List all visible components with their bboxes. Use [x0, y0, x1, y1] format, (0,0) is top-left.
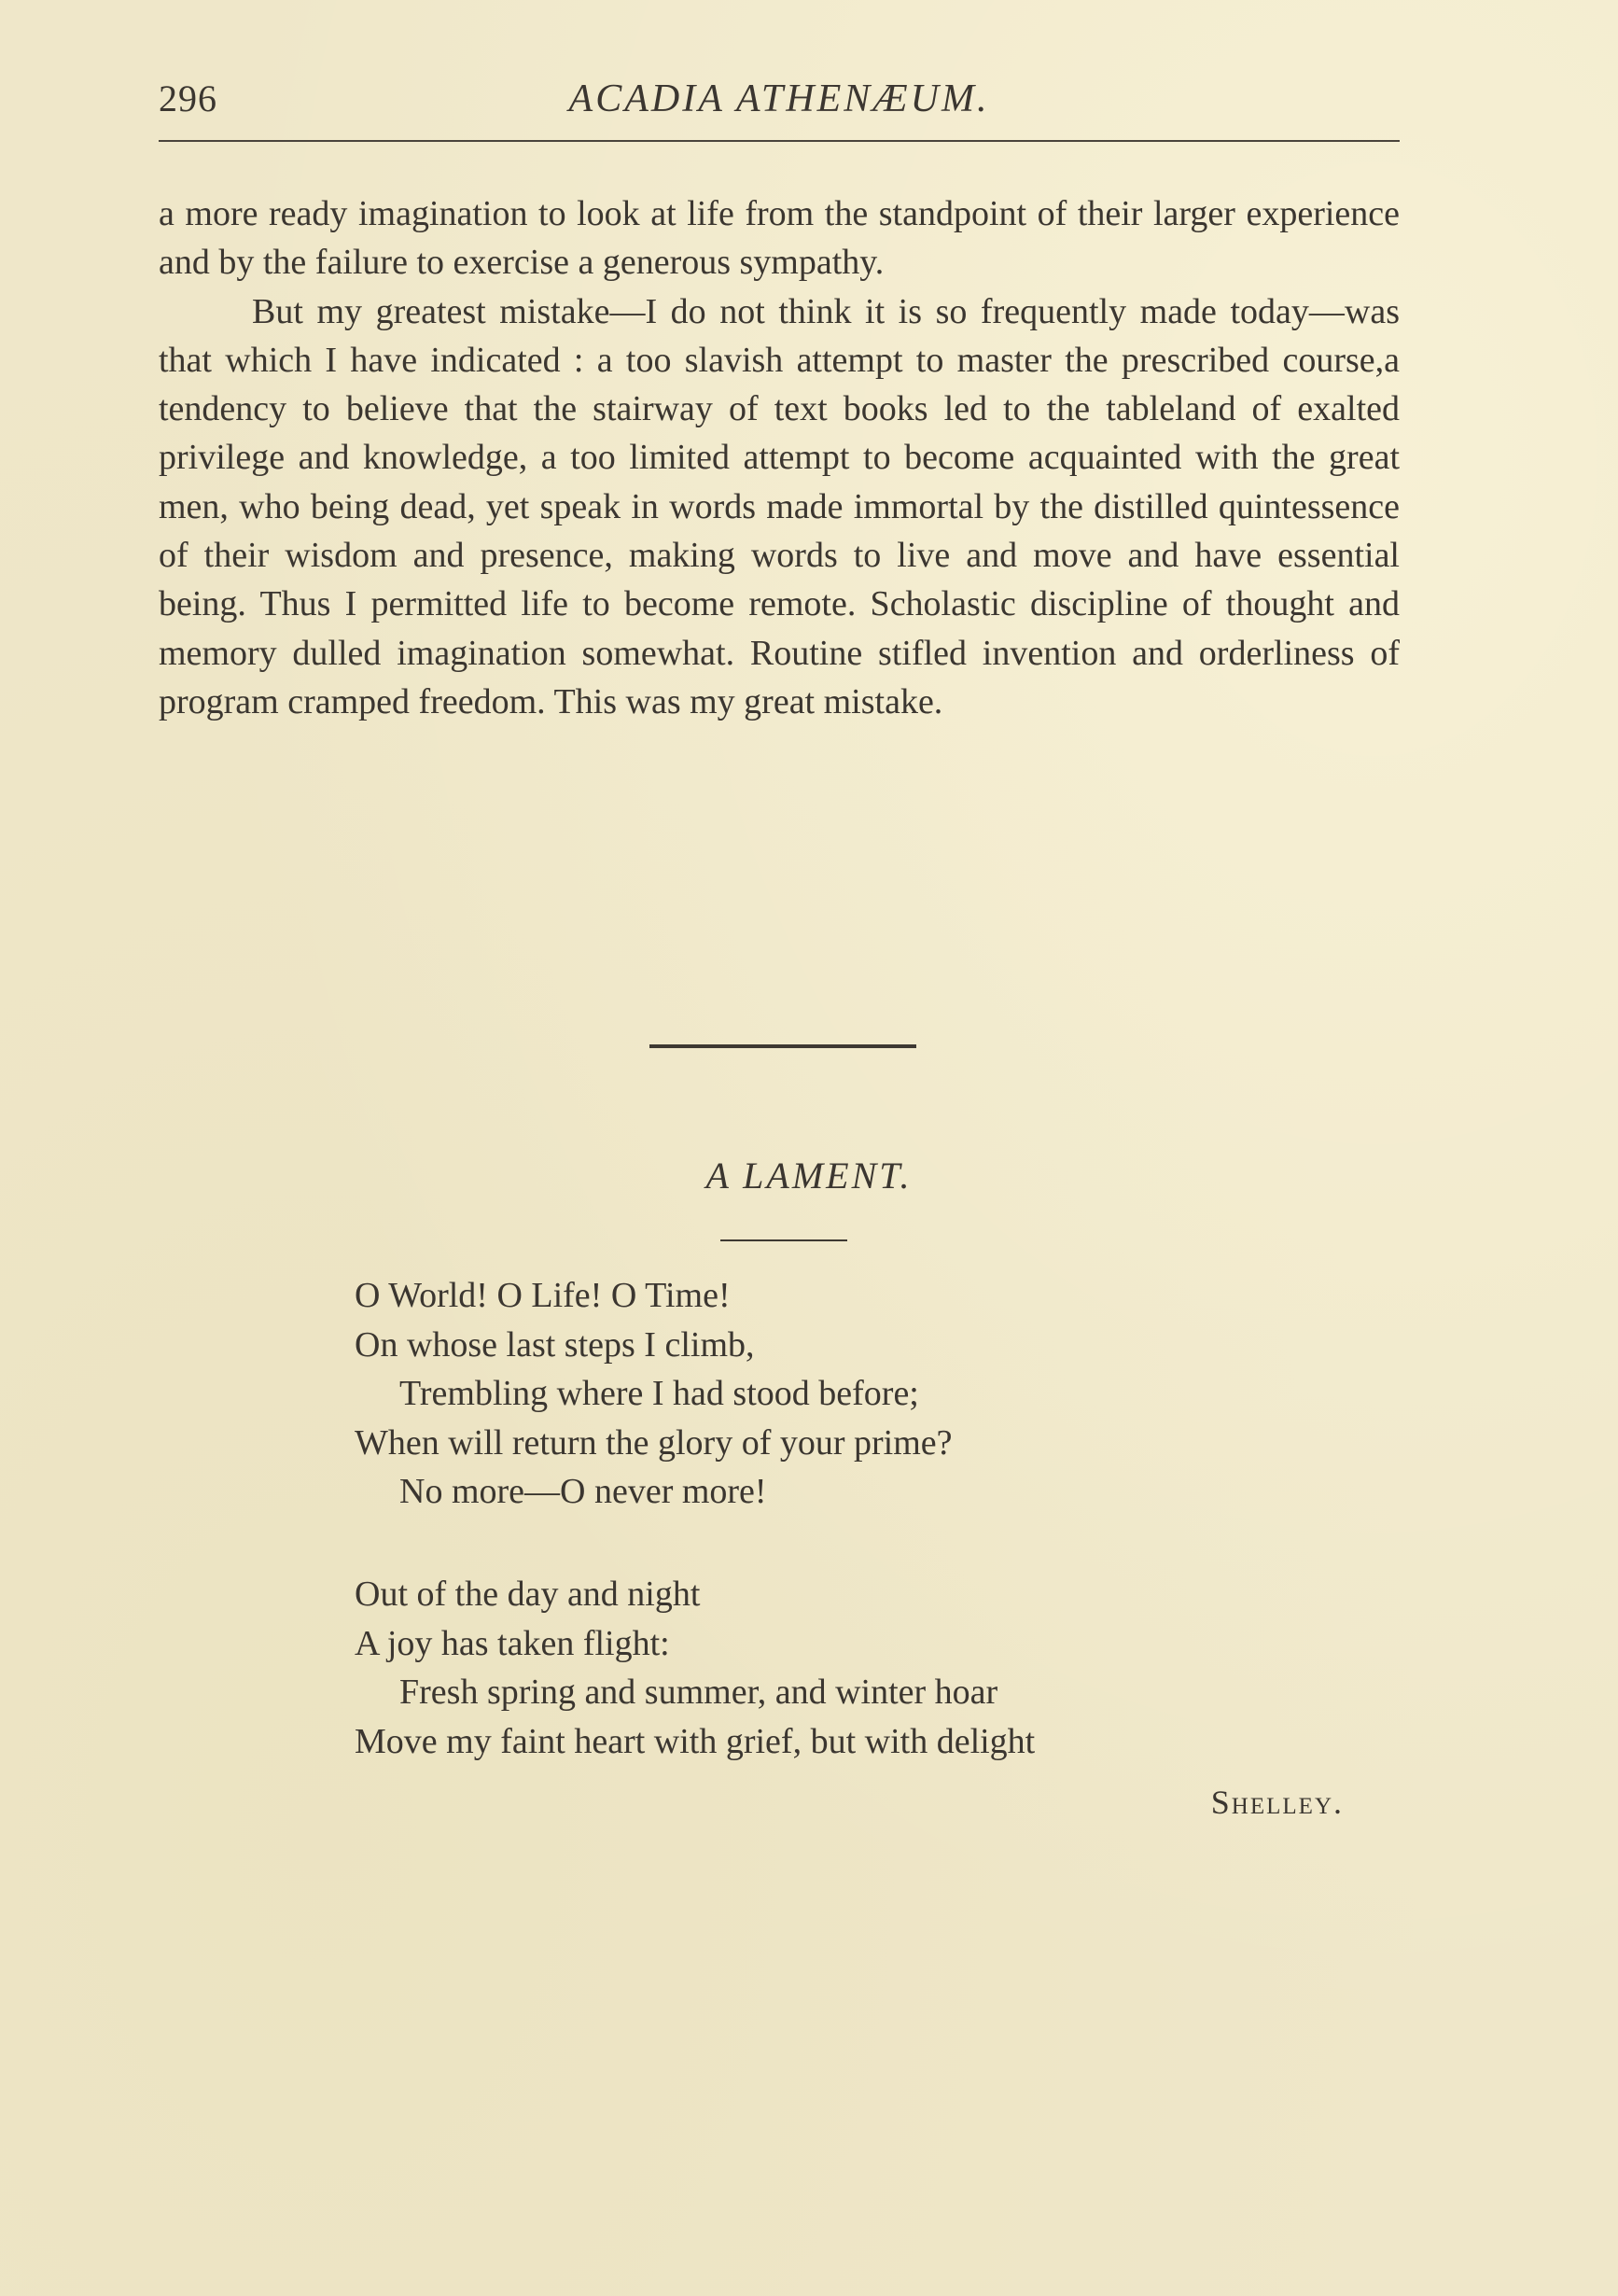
- poem-line: A joy has taken flight:: [355, 1623, 670, 1663]
- poem-line: On whose last steps I climb,: [355, 1324, 755, 1365]
- poem-title-rule: [720, 1239, 847, 1241]
- paragraph: a more ready imagination to look at life from the standpoint of their larger experience and by the failure to exercise a generous sympathy.: [159, 194, 1400, 283]
- running-title: ACADIA ATHENÆUM.: [568, 77, 990, 120]
- poem-line: Trembling where I had stood before;: [399, 1374, 919, 1413]
- poem-line: O World! O Life! O Time!: [355, 1276, 731, 1315]
- header-rule: [159, 140, 1400, 142]
- paragraph: But my greatest mistake—I do not think it is so frequently made today—was that which I have indicated : a too slavish attempt to master the prescribed course,a tendency to believe that the stairway of text books led to the tableland of exalted privilege and knowledge, a too limited attempt to become acquainted with the great men, who being dead, yet speak in words made immortal by the distilled quintessence of their wisdom and presence, making words to live and move and have essential being. Thus I permitted life to become remote. Scholastic discipline of thought and memory dulled imagination somewhat. Routine stifled invention and orderliness of program cramped freedom. This was my great mistake.: [159, 291, 1400, 721]
- page-header: [159, 77, 1400, 133]
- section-divider: [649, 1044, 916, 1048]
- page-number: 296: [159, 77, 217, 119]
- poem-attribution: Shelley.: [1210, 1784, 1344, 1821]
- article-body: [159, 189, 1400, 726]
- poem-line: Fresh spring and summer, and winter hoar: [399, 1673, 998, 1712]
- poem-line: Out of the day and night: [355, 1575, 701, 1614]
- poem-title: A LAMENT.: [705, 1155, 913, 1197]
- poem-line: When will return the glory of your prime?: [355, 1422, 953, 1463]
- poem-line: No more—O never more!: [399, 1472, 767, 1511]
- poem-line: Move my faint heart with grief, but with delight: [355, 1721, 1036, 1761]
- poem-stanza: [355, 1570, 1288, 1766]
- poem-stanza: [355, 1271, 1288, 1517]
